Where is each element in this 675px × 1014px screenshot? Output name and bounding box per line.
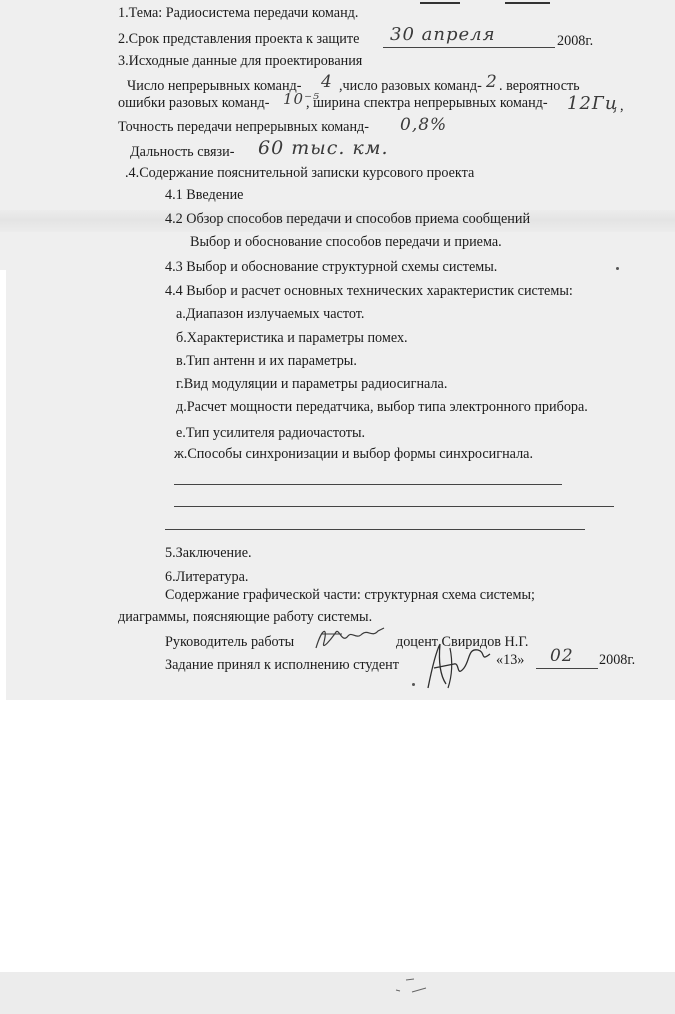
item-4-4: 4.4 Выбор и расчет основных технических характеристик системы: [165,283,573,299]
speck [412,683,415,686]
line-error-a: ошибки разовых команд- [118,95,270,111]
handwritten-bandwidth: 12Гц [567,93,619,114]
line-error-b: , ширина спектра непрерывных команд- [306,95,548,111]
item-5: 5.Заключение. [165,545,252,561]
student-day: «13» [496,652,525,668]
top-rule [420,2,460,4]
item-v: в.Тип антенн и их параметры. [176,353,357,369]
item-e: е.Тип усилителя радиочастоты. [176,425,366,441]
handwritten-month: 02 [550,646,574,666]
scan-artifact [392,976,442,998]
item-4-1: 4.1 Введение [165,187,244,203]
month-underline [536,668,598,669]
line-range: Дальность связи- [130,144,235,160]
deadline-year: 2008г. [557,33,594,49]
line-commands-b: ,число разовых команд- [339,78,482,94]
handwritten-error: 10⁻⁵ [283,90,321,108]
handwritten-accuracy: 0,8% [400,115,448,135]
item-6: 6.Литература. [165,569,249,585]
line-topic: 1.Тема: Радиосистема передачи команд. [118,5,359,21]
graphics-content-cont: диаграммы, поясняющие работу системы. [118,609,373,625]
scan-margin [0,270,6,700]
item-b: б.Характеристика и параметры помех. [176,330,408,346]
item-4-2-sub: Выбор и обоснование способов передачи и приема. [190,234,502,250]
speck [616,267,619,270]
handwritten-range: 60 тыс. км. [258,137,389,159]
line-initial-data: 3.Исходные данные для проектирования [118,53,363,69]
line-accuracy: Точность передачи непрерывных команд- [118,119,370,135]
graphics-content: Содержание графической части: структурная схема системы; [165,587,535,603]
top-rule [505,2,550,4]
line-contents: .4.Содержание пояснительной записки курсового проекта [125,165,475,181]
item-4-2: 4.2 Обзор способов передачи и способов приема сообщений [165,211,531,227]
blank-line-3 [165,529,585,530]
item-4-3: 4.3 Выбор и обоснование структурной схемы системы. [165,259,498,275]
item-zh: ж.Способы синхронизации и выбор формы синхросигнала. [174,446,534,462]
supervisor-signature [312,622,392,654]
student-signature [420,638,495,692]
next-page-edge [0,972,675,1014]
student-label: Задание принял к исполнению студент [165,657,399,673]
line-deadline: 2.Срок представления проекта к защите [118,31,360,47]
blank-line-1 [174,484,562,485]
supervisor-label: Руководитель работы [165,634,295,650]
line-commands-a: Число непрерывных команд- [127,78,302,94]
supervisor-name: доцент Свиридов Н.Г. [396,634,529,650]
line-commands-c: . вероятность [499,78,580,94]
handwritten-continuous: 4 [321,72,333,92]
student-year: 2008г. [599,652,636,668]
item-g: г.Вид модуляции и параметры радиосигнала. [176,376,448,392]
item-a: а.Диапазон излучаемых частот. [176,306,365,322]
blank-line-2 [174,506,614,507]
handwritten-date: 30 апреля [390,24,496,45]
item-d: д.Расчет мощности передатчика, выбор типа электронного прибора. [176,399,588,415]
blank-page-area [0,700,675,972]
comma: , [620,98,624,114]
handwritten-single: 2 [486,72,498,92]
deadline-underline [383,47,555,48]
